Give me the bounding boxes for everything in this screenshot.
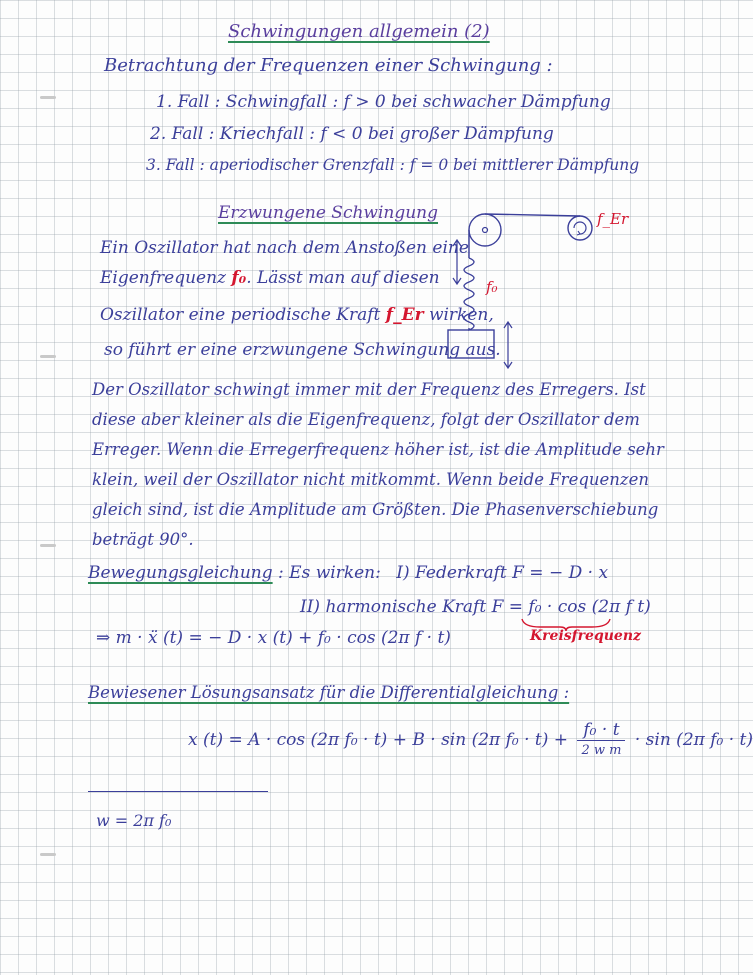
case-1: 1. Fall : Schwingfall : f > 0 bei schwacher Dämpfung <box>156 92 611 112</box>
forced-line-3 <box>100 305 494 325</box>
punch-hole-top <box>40 96 56 99</box>
forced-line-1: Ein Oszillator hat nach dem Anstoßen eine <box>100 238 469 258</box>
belt <box>485 214 580 216</box>
oscillator-diagram <box>440 200 640 380</box>
brace-label: Kreisfrequenz <box>530 628 641 644</box>
forced-line-2 <box>100 268 440 288</box>
f0-symbol: f₀ <box>231 268 247 288</box>
diagram-label-f0: f₀ <box>486 278 498 296</box>
punch-hole-lower <box>40 544 56 547</box>
solution-heading: Bewiesener Lösungsansatz für die Differentialgleichung : <box>88 683 570 702</box>
case-3: 3. Fall : aperiodischer Grenzfall : f = 0 bei mittlerer Dämpfung <box>146 156 640 174</box>
forced-line-2-rest: . Lässt man auf diesen <box>246 268 440 288</box>
forced-heading: Erzwungene Schwingung <box>218 203 439 223</box>
equation-heading-line <box>88 563 608 583</box>
mass-motion-arrow <box>504 322 512 368</box>
spring <box>464 258 474 330</box>
equation-acting: : Es wirken: <box>278 563 381 583</box>
eigenfrequenz-word: Eigenfrequenz <box>100 268 227 288</box>
solution-formula-left: x (t) = A · cos (2π f₀ · t) + B · sin (2π f₀ · t) + <box>188 730 569 750</box>
footnote-rule <box>88 791 268 792</box>
intro-line: Betrachtung der Frequenzen einer Schwingung : <box>104 55 553 76</box>
equation-result: ⇒ m · ẍ (t) = − D · x (t) + f₀ · cos (2π f · t) <box>96 628 451 648</box>
left-pulley <box>469 214 501 246</box>
drive-wheel <box>568 216 592 240</box>
page-title: Schwingungen allgemein (2) <box>228 21 490 42</box>
punch-hole-mid <box>40 355 56 358</box>
resonance-paragraph: Der Oszillator schwingt immer mit der Frequenz des Erregers. Ist diese aber kleiner als die Eigenfrequenz, folgt der Oszillator dem Erreger. Wenn die Erregerfrequenz höher ist, ist die Amplitude sehr klein, weil der Oszillator nicht mitkommt. Wenn beide Frequenzen gleich sind, ist die Amplitude am Größten. Die Phasenverschiebung beträgt 90°. <box>92 380 664 549</box>
left-pulley-axle <box>483 228 488 233</box>
solution-formula <box>188 720 753 761</box>
solution-formula-right: · sin (2π f₀ · t) <box>634 730 753 750</box>
diagram-label-fer: f_Er <box>597 210 629 228</box>
rotation-arrow-icon <box>574 222 586 234</box>
case-2: 2. Fall : Kriechfall : f < 0 bei großer Dämpfung <box>150 124 554 144</box>
solution-fraction <box>577 720 625 761</box>
mass-block <box>448 330 494 358</box>
equation-item-2: II) harmonische Kraft F = f₀ · cos (2π f t) <box>300 597 651 617</box>
fraction-numerator: f₀ · t <box>577 720 625 741</box>
forced-line-3-start: Oszillator eine periodische Kraft <box>100 305 381 325</box>
spring-motion-arrow <box>453 240 461 284</box>
footnote: w = 2π f₀ <box>96 811 172 830</box>
equation-heading: Bewegungsgleichung <box>88 563 273 583</box>
punch-hole-bottom <box>40 853 56 856</box>
fer-symbol: f_Er <box>385 305 424 325</box>
forced-line-3-end: wirken, <box>428 305 494 325</box>
equation-item-1: I) Federkraft F = − D · x <box>396 563 609 583</box>
fraction-denominator: 2 w m <box>581 743 622 758</box>
forced-line-4: so führt er eine erzwungene Schwingung aus. <box>104 340 501 360</box>
